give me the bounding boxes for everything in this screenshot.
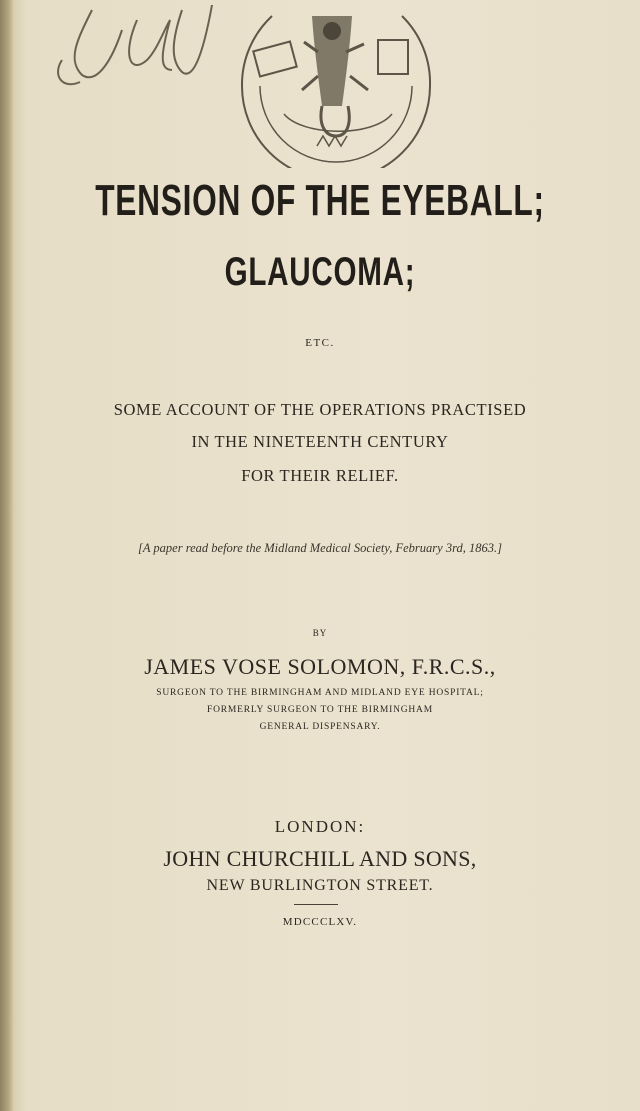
imprint-street: NEW BURLINGTON STREET.: [206, 877, 434, 894]
subtitle-line-2: IN THE NINETEENTH CENTURY: [191, 432, 449, 451]
etc-label: ETC.: [305, 337, 335, 349]
paper-note: [A paper read before the Midland Medical Society, February 3rd, 1863.]: [138, 541, 502, 555]
affiliation-line-1: SURGEON TO THE BIRMINGHAM AND MIDLAND EYE HOSPITAL;: [156, 688, 484, 698]
title-line-1: TENSION OF THE EYEBALL;: [95, 176, 545, 225]
imprint-publisher: JOHN CHURCHILL AND SONS,: [163, 846, 477, 871]
affiliation-line-2: FORMERLY SURGEON TO THE BIRMINGHAM: [207, 705, 433, 715]
subtitle-line-1: SOME ACCOUNT OF THE OPERATIONS PRACTISED: [113, 400, 527, 419]
title-line-2: GLAUCOMA;: [224, 250, 416, 294]
subtitle-line-3: FOR THEIR RELIEF.: [241, 466, 399, 485]
affiliation-line-3: GENERAL DISPENSARY.: [259, 722, 381, 732]
author-name: JAMES VOSE SOLOMON, F.R.C.S.,: [144, 654, 496, 679]
library-seal-stamp: [222, 0, 450, 168]
imprint-city: LONDON:: [274, 817, 366, 836]
imprint-divider: [294, 904, 338, 905]
handwritten-signature: [52, 0, 232, 100]
by-label: BY: [312, 628, 328, 638]
imprint-date: MDCCCLXV.: [282, 916, 358, 928]
